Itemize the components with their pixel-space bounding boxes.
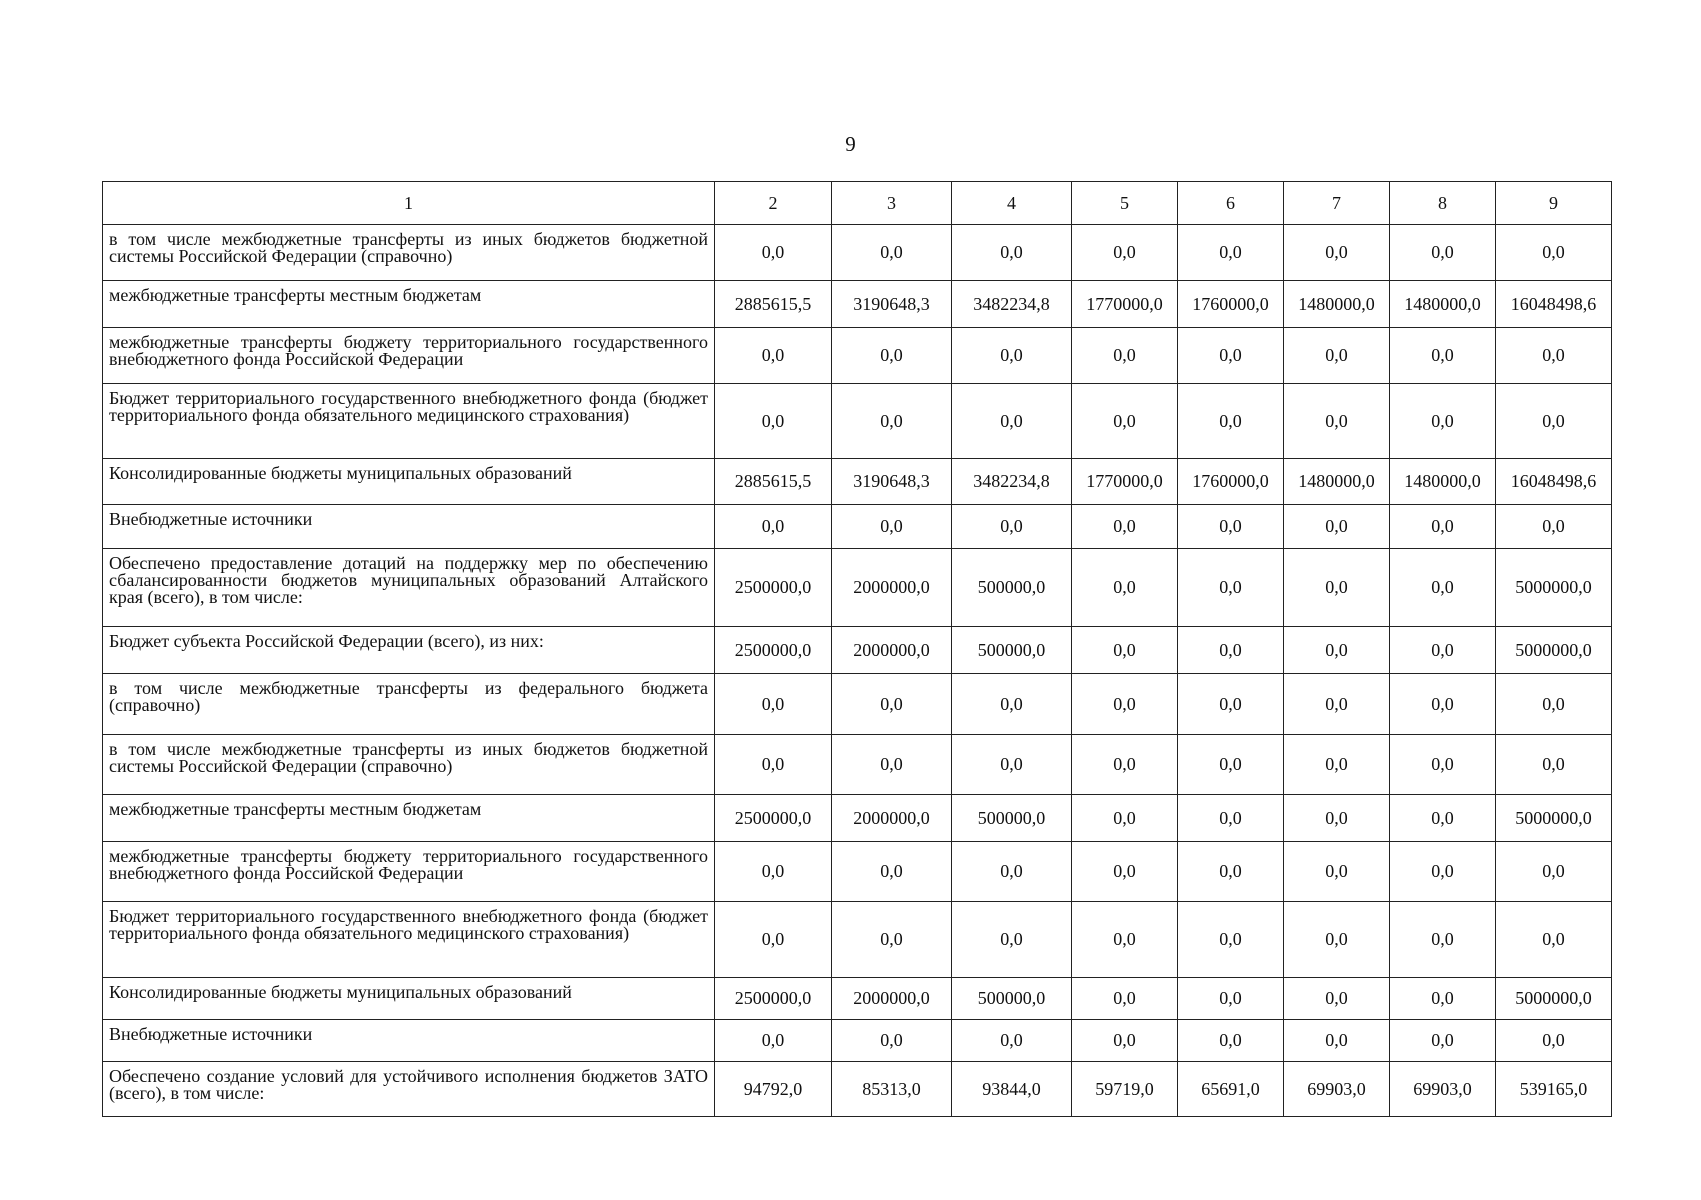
value-cell: 0,0 bbox=[1284, 549, 1390, 627]
table-row bbox=[103, 1062, 1612, 1117]
column-header: 3 bbox=[832, 182, 952, 225]
table-row bbox=[103, 549, 1612, 627]
value-cell: 1770000,0 bbox=[1072, 459, 1178, 505]
column-header: 5 bbox=[1072, 182, 1178, 225]
value-cell: 16048498,6 bbox=[1496, 459, 1612, 505]
value-cell: 500000,0 bbox=[952, 549, 1072, 627]
table-row bbox=[103, 674, 1612, 735]
value-cell: 0,0 bbox=[1072, 795, 1178, 842]
row-label: Внебюджетные источники bbox=[103, 505, 715, 549]
value-cell: 0,0 bbox=[952, 842, 1072, 902]
value-cell: 0,0 bbox=[832, 735, 952, 795]
value-cell: 0,0 bbox=[1284, 674, 1390, 735]
value-cell: 0,0 bbox=[715, 842, 832, 902]
value-cell: 0,0 bbox=[832, 1020, 952, 1062]
value-cell: 0,0 bbox=[952, 384, 1072, 459]
value-cell: 0,0 bbox=[1284, 735, 1390, 795]
value-cell: 0,0 bbox=[1178, 1020, 1284, 1062]
value-cell: 0,0 bbox=[1072, 549, 1178, 627]
row-label: Бюджет субъекта Российской Федерации (всего), из них: bbox=[103, 627, 715, 674]
value-cell: 0,0 bbox=[1390, 225, 1496, 281]
value-cell: 0,0 bbox=[832, 328, 952, 384]
value-cell: 3190648,3 bbox=[832, 459, 952, 505]
value-cell: 0,0 bbox=[1496, 902, 1612, 978]
value-cell: 0,0 bbox=[1390, 674, 1496, 735]
table-row bbox=[103, 735, 1612, 795]
value-cell: 0,0 bbox=[1496, 328, 1612, 384]
value-cell: 0,0 bbox=[952, 735, 1072, 795]
value-cell: 0,0 bbox=[1072, 505, 1178, 549]
row-label: Обеспечено создание условий для устойчивого исполнения бюджетов ЗАТО (всего), в том числе: bbox=[103, 1062, 715, 1117]
value-cell: 0,0 bbox=[952, 328, 1072, 384]
table-row bbox=[103, 795, 1612, 842]
table-row bbox=[103, 902, 1612, 978]
value-cell: 0,0 bbox=[952, 674, 1072, 735]
value-cell: 0,0 bbox=[832, 902, 952, 978]
value-cell: 0,0 bbox=[1284, 627, 1390, 674]
value-cell: 0,0 bbox=[952, 505, 1072, 549]
value-cell: 0,0 bbox=[715, 1020, 832, 1062]
value-cell: 0,0 bbox=[1178, 225, 1284, 281]
value-cell: 5000000,0 bbox=[1496, 978, 1612, 1020]
budget-table bbox=[102, 181, 1612, 1117]
value-cell: 1480000,0 bbox=[1390, 459, 1496, 505]
value-cell: 0,0 bbox=[1390, 978, 1496, 1020]
value-cell: 0,0 bbox=[832, 674, 952, 735]
row-label: Бюджет территориального государственного внебюджетного фонда (бюджет территориального фонда обязательного медицинского страхования) bbox=[103, 902, 715, 978]
header-row bbox=[103, 182, 1612, 225]
row-label: Бюджет территориального государственного внебюджетного фонда (бюджет территориального фонда обязательного медицинского страхования) bbox=[103, 384, 715, 459]
value-cell: 0,0 bbox=[1178, 842, 1284, 902]
column-header: 6 bbox=[1178, 182, 1284, 225]
value-cell: 0,0 bbox=[1072, 842, 1178, 902]
column-header: 2 bbox=[715, 182, 832, 225]
table-row bbox=[103, 1020, 1612, 1062]
value-cell: 0,0 bbox=[952, 902, 1072, 978]
value-cell: 16048498,6 bbox=[1496, 281, 1612, 328]
table-row bbox=[103, 842, 1612, 902]
row-label: межбюджетные трансферты местным бюджетам bbox=[103, 795, 715, 842]
table-row bbox=[103, 225, 1612, 281]
table-row bbox=[103, 459, 1612, 505]
value-cell: 0,0 bbox=[832, 505, 952, 549]
row-label: Обеспечено предоставление дотаций на поддержку мер по обеспечению сбалансированности бюджетов муниципальных образований Алтайского края (всего), в том числе: bbox=[103, 549, 715, 627]
value-cell: 0,0 bbox=[832, 842, 952, 902]
value-cell: 0,0 bbox=[1072, 674, 1178, 735]
value-cell: 0,0 bbox=[1390, 902, 1496, 978]
row-label: в том числе межбюджетные трансферты из федерального бюджета (справочно) bbox=[103, 674, 715, 735]
value-cell: 0,0 bbox=[1284, 842, 1390, 902]
value-cell: 0,0 bbox=[1496, 225, 1612, 281]
table-row bbox=[103, 978, 1612, 1020]
value-cell: 0,0 bbox=[1284, 902, 1390, 978]
value-cell: 0,0 bbox=[1390, 842, 1496, 902]
value-cell: 500000,0 bbox=[952, 978, 1072, 1020]
value-cell: 65691,0 bbox=[1178, 1062, 1284, 1117]
value-cell: 0,0 bbox=[1390, 627, 1496, 674]
row-label: межбюджетные трансферты бюджету территориального государственного внебюджетного фонда Российской Федерации bbox=[103, 328, 715, 384]
value-cell: 2500000,0 bbox=[715, 627, 832, 674]
value-cell: 69903,0 bbox=[1284, 1062, 1390, 1117]
value-cell: 5000000,0 bbox=[1496, 795, 1612, 842]
value-cell: 0,0 bbox=[1390, 795, 1496, 842]
value-cell: 2000000,0 bbox=[832, 627, 952, 674]
value-cell: 2000000,0 bbox=[832, 549, 952, 627]
value-cell: 0,0 bbox=[952, 1020, 1072, 1062]
row-label: в том числе межбюджетные трансферты из иных бюджетов бюджетной системы Российской Федерации (справочно) bbox=[103, 225, 715, 281]
row-label: Консолидированные бюджеты муниципальных образований bbox=[103, 978, 715, 1020]
value-cell: 5000000,0 bbox=[1496, 549, 1612, 627]
value-cell: 0,0 bbox=[1178, 978, 1284, 1020]
value-cell: 1760000,0 bbox=[1178, 459, 1284, 505]
value-cell: 0,0 bbox=[1496, 384, 1612, 459]
value-cell: 1770000,0 bbox=[1072, 281, 1178, 328]
value-cell: 2500000,0 bbox=[715, 978, 832, 1020]
value-cell: 0,0 bbox=[1178, 735, 1284, 795]
value-cell: 1480000,0 bbox=[1284, 459, 1390, 505]
value-cell: 2500000,0 bbox=[715, 795, 832, 842]
value-cell: 539165,0 bbox=[1496, 1062, 1612, 1117]
value-cell: 0,0 bbox=[1496, 505, 1612, 549]
value-cell: 3482234,8 bbox=[952, 459, 1072, 505]
value-cell: 0,0 bbox=[1496, 1020, 1612, 1062]
value-cell: 2500000,0 bbox=[715, 549, 832, 627]
value-cell: 0,0 bbox=[1284, 328, 1390, 384]
table-row bbox=[103, 384, 1612, 459]
value-cell: 0,0 bbox=[1178, 674, 1284, 735]
value-cell: 59719,0 bbox=[1072, 1062, 1178, 1117]
value-cell: 0,0 bbox=[832, 384, 952, 459]
value-cell: 69903,0 bbox=[1390, 1062, 1496, 1117]
column-header: 9 bbox=[1496, 182, 1612, 225]
value-cell: 0,0 bbox=[832, 225, 952, 281]
value-cell: 0,0 bbox=[1178, 795, 1284, 842]
value-cell: 93844,0 bbox=[952, 1062, 1072, 1117]
value-cell: 0,0 bbox=[1284, 1020, 1390, 1062]
value-cell: 500000,0 bbox=[952, 627, 1072, 674]
value-cell: 0,0 bbox=[1390, 384, 1496, 459]
row-label: Внебюджетные источники bbox=[103, 1020, 715, 1062]
value-cell: 0,0 bbox=[1390, 735, 1496, 795]
value-cell: 500000,0 bbox=[952, 795, 1072, 842]
row-label: межбюджетные трансферты бюджету территориального государственного внебюджетного фонда Российской Федерации bbox=[103, 842, 715, 902]
value-cell: 0,0 bbox=[1072, 384, 1178, 459]
value-cell: 3482234,8 bbox=[952, 281, 1072, 328]
column-header: 7 bbox=[1284, 182, 1390, 225]
table-row bbox=[103, 505, 1612, 549]
value-cell: 0,0 bbox=[1178, 627, 1284, 674]
value-cell: 0,0 bbox=[1496, 674, 1612, 735]
table-row bbox=[103, 627, 1612, 674]
value-cell: 85313,0 bbox=[832, 1062, 952, 1117]
value-cell: 0,0 bbox=[1496, 735, 1612, 795]
value-cell: 5000000,0 bbox=[1496, 627, 1612, 674]
value-cell: 0,0 bbox=[1072, 1020, 1178, 1062]
value-cell: 2000000,0 bbox=[832, 795, 952, 842]
value-cell: 1480000,0 bbox=[1390, 281, 1496, 328]
value-cell: 0,0 bbox=[1072, 902, 1178, 978]
value-cell: 1760000,0 bbox=[1178, 281, 1284, 328]
column-header: 4 bbox=[952, 182, 1072, 225]
value-cell: 0,0 bbox=[1496, 842, 1612, 902]
value-cell: 0,0 bbox=[1390, 505, 1496, 549]
value-cell: 2000000,0 bbox=[832, 978, 952, 1020]
row-label: межбюджетные трансферты местным бюджетам bbox=[103, 281, 715, 328]
value-cell: 0,0 bbox=[715, 902, 832, 978]
value-cell: 2885615,5 bbox=[715, 459, 832, 505]
value-cell: 0,0 bbox=[1390, 1020, 1496, 1062]
value-cell: 0,0 bbox=[1284, 505, 1390, 549]
column-header: 8 bbox=[1390, 182, 1496, 225]
value-cell: 0,0 bbox=[715, 674, 832, 735]
value-cell: 0,0 bbox=[952, 225, 1072, 281]
value-cell: 0,0 bbox=[1072, 225, 1178, 281]
value-cell: 0,0 bbox=[1178, 328, 1284, 384]
row-label: Консолидированные бюджеты муниципальных образований bbox=[103, 459, 715, 505]
value-cell: 1480000,0 bbox=[1284, 281, 1390, 328]
value-cell: 0,0 bbox=[1390, 549, 1496, 627]
table-row bbox=[103, 328, 1612, 384]
value-cell: 0,0 bbox=[1072, 735, 1178, 795]
value-cell: 0,0 bbox=[1284, 795, 1390, 842]
value-cell: 0,0 bbox=[1178, 505, 1284, 549]
value-cell: 0,0 bbox=[1284, 225, 1390, 281]
value-cell: 0,0 bbox=[1284, 978, 1390, 1020]
value-cell: 0,0 bbox=[1178, 549, 1284, 627]
column-header: 1 bbox=[103, 182, 715, 225]
page-number: 9 bbox=[845, 132, 856, 156]
value-cell: 0,0 bbox=[715, 328, 832, 384]
value-cell: 3190648,3 bbox=[832, 281, 952, 328]
row-label: в том числе межбюджетные трансферты из иных бюджетов бюджетной системы Российской Федерации (справочно) bbox=[103, 735, 715, 795]
value-cell: 0,0 bbox=[1178, 902, 1284, 978]
value-cell: 0,0 bbox=[1072, 627, 1178, 674]
value-cell: 0,0 bbox=[715, 384, 832, 459]
value-cell: 0,0 bbox=[715, 735, 832, 795]
table-row bbox=[103, 281, 1612, 328]
value-cell: 0,0 bbox=[1072, 978, 1178, 1020]
value-cell: 0,0 bbox=[1178, 384, 1284, 459]
value-cell: 0,0 bbox=[1390, 328, 1496, 384]
value-cell: 0,0 bbox=[1072, 328, 1178, 384]
value-cell: 94792,0 bbox=[715, 1062, 832, 1117]
value-cell: 0,0 bbox=[715, 225, 832, 281]
value-cell: 0,0 bbox=[715, 505, 832, 549]
value-cell: 0,0 bbox=[1284, 384, 1390, 459]
value-cell: 2885615,5 bbox=[715, 281, 832, 328]
